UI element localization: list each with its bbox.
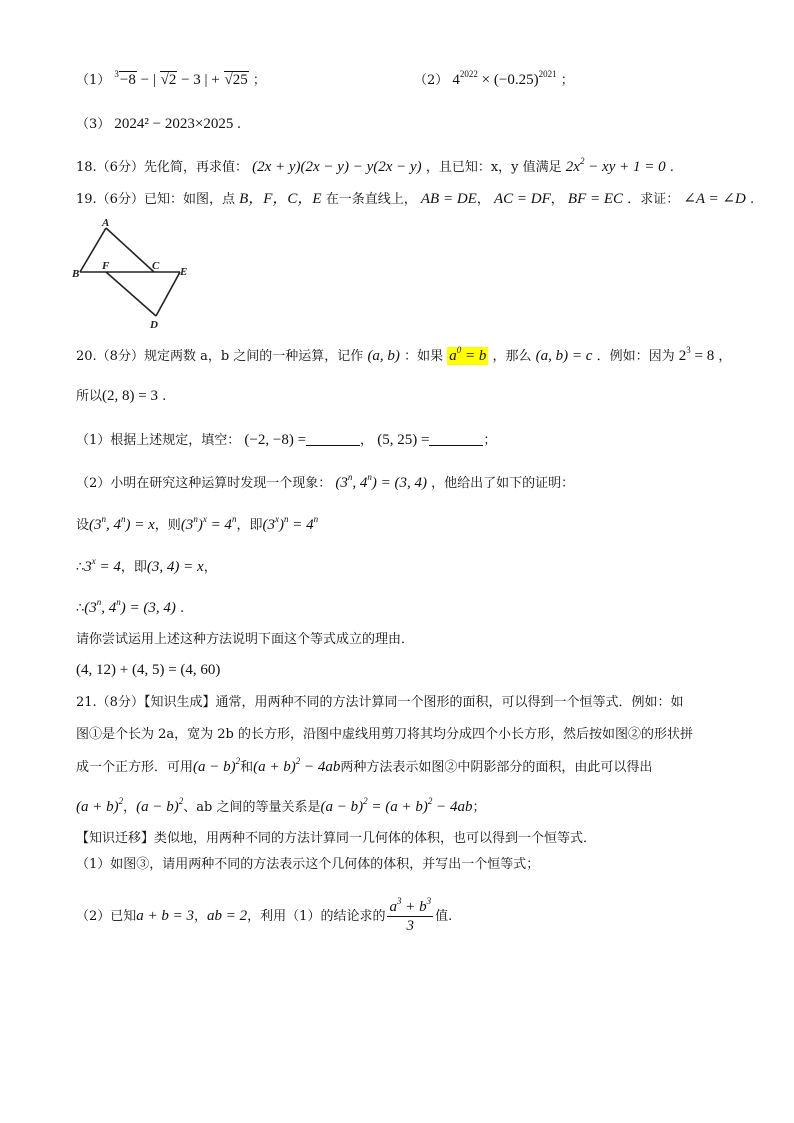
q19-label-F: F	[102, 260, 110, 272]
q19-label-C: C	[152, 260, 160, 272]
q19-label-B: B	[72, 268, 80, 280]
q17-part3	[76, 114, 241, 135]
q18-head: 18.（6分）先化简，再求值：	[76, 160, 248, 175]
q19-figure	[70, 216, 190, 332]
q17-p2-sep: ；	[560, 73, 574, 88]
q21-l4	[76, 797, 485, 818]
q20-text5: ，	[718, 349, 732, 364]
q20-proof2-c: ，	[203, 560, 217, 575]
q21-expr5: $(a - b)^2 = (a + b)^2 - 4ab$	[320, 796, 473, 815]
q19-cond1: AB = DE	[420, 191, 477, 207]
q19-cond3: BF = EC	[567, 191, 624, 207]
q20-identity	[76, 660, 220, 681]
q20-proof3-a: ∴	[76, 601, 85, 616]
q20-blank2[interactable]	[429, 433, 483, 446]
q20-proof1-e2: $(3^n)^x = 4^n$	[180, 514, 237, 533]
q20-highlight: $a^0 = b$	[449, 345, 487, 364]
q20-p2	[76, 473, 574, 494]
q20-notation: (a, b)	[367, 348, 400, 364]
q21-cond1: a + b = 3	[136, 908, 195, 924]
q21-cond2: ab = 2	[207, 908, 248, 924]
q21-l3	[76, 757, 652, 778]
q21-l7a: （2）已知	[76, 909, 137, 924]
q21-l2: 图①是个长为 2a，宽为 2b 的长方形，沿图中虚线用剪刀将其均分成四个小长方形，然后按如图②的形状拼	[76, 727, 694, 742]
q20-p1-text: （1）根据上述规定，填空：	[76, 433, 241, 448]
q20-proof1-e1: (3$^n$, $4^n) = x$	[89, 514, 155, 533]
q19-cond2: AC = DF	[493, 191, 551, 207]
q19: 19.（6分）已知：如图，点 B，F，C，E 在一条直线上， AB = DE， AC = DF， BF = EC ．求证： ∠A = ∠D .	[76, 191, 755, 207]
q20-proof1	[76, 515, 318, 536]
q20-text3: ，那么	[492, 349, 532, 364]
q18-condition: $2x^2$ − xy + 1 = 0	[565, 156, 666, 175]
q21-fraction	[387, 898, 433, 935]
q21-expr4: $(a - b)^2$	[136, 796, 184, 815]
q21-l7	[76, 898, 452, 935]
q20-proof2-e1: $3^x = 4$	[84, 556, 121, 575]
q17-p1-label: （1）	[76, 73, 111, 88]
q17-p1-sep: ；	[252, 73, 266, 88]
q19-points: B，F，C，E	[239, 191, 322, 207]
q20-proof3: ∴(3$^n$, $4^n) = (3$, 4) .	[76, 597, 185, 616]
q20-proof3-e1: (3$^n$, $4^n) = (3$, 4)	[84, 597, 176, 616]
q21-l3c: 两种方法表示如图②中阴影部分的面积，由此可以得出	[340, 760, 653, 775]
q20-p2-text: （2）小明在研究这种运算时发现一个现象：	[76, 476, 332, 491]
q19-label-A: A	[102, 217, 110, 229]
q19-goal: ∠A = ∠D	[683, 191, 746, 207]
q21-l5: 【知识迁移】类似地，用两种不同的方法计算同一几何体的体积，也可以得到一个恒等式．	[76, 831, 597, 846]
q18-expr: (2x + y)(2x − y) − y(2x − y)	[252, 159, 422, 175]
q18	[76, 157, 674, 178]
q20-p1	[76, 430, 496, 451]
q19-text2: 在一条直线上，	[325, 192, 417, 207]
q19-text3: ．求证：	[627, 192, 680, 207]
q21-l7b: ，	[194, 909, 208, 924]
q21-l6: （1）如图③，请用两种不同的方法表示这个几何体的体积，并写出一个恒等式；	[76, 857, 540, 872]
q21-l1: 21.（8分）【知识生成】通常，用两种不同的方法计算同一个图形的面积，可以得到一个恒等式．例如：如	[76, 695, 684, 710]
q20-proof1-a: 设	[76, 518, 90, 533]
q21-l3b: 和	[240, 760, 254, 775]
q18-tail2: .	[669, 160, 674, 175]
q17-p1-expr: $^3$−8 − | √2 − 3 | + √25	[114, 69, 248, 88]
q20-example-result: (2, 8) = 3	[102, 388, 158, 404]
q17-p3-expr: 2024² − 2023×2025 .	[114, 116, 241, 132]
q20-text4: ．例如：因为	[596, 349, 675, 364]
q20-instruction: 请你尝试运用上述这种方法说明下面这个等式成立的理由．	[76, 632, 415, 647]
q21-l4c: ；	[472, 800, 486, 815]
q21-l4a: ，	[123, 800, 137, 815]
q20-text1: 20.（8分）规定两数 a，b 之间的一种运算，记作	[76, 349, 364, 364]
q20-p1-end: ；	[483, 433, 497, 448]
q21-fraction-num: $a^3 + b^3$	[389, 896, 432, 915]
q20-p1-b: (5, 25) =	[377, 432, 430, 448]
q17-part2	[414, 70, 574, 91]
q20-line1	[76, 346, 731, 367]
q19-text1: 19.（6分）已知：如图，点	[76, 192, 235, 207]
q20-proof1-b: ，则	[154, 518, 181, 533]
q20-proof2-b: ，即	[120, 560, 147, 575]
q20-def: (a, b) = c	[535, 348, 593, 364]
q21-expr1: $(a - b)^2$	[193, 756, 241, 775]
q17-p2-expr: $4^{2022} \times (-0.25)^{2021}$	[452, 69, 557, 88]
q21-fraction-den: 3	[406, 918, 415, 934]
q20-p1-mid: ，	[360, 433, 374, 448]
q21-l3a: 成一个正方形．可用	[76, 760, 194, 775]
q20-proof2-a: ∴	[76, 560, 85, 575]
q17-p2-label: （2）	[414, 73, 449, 88]
q21-l7d: 值.	[435, 909, 453, 924]
q17-p3-label: （3）	[76, 117, 111, 132]
q21-l4b: 、ab 之间的等量关系是	[183, 800, 321, 815]
q20-blank1[interactable]	[306, 433, 360, 446]
q20-line2: 所以(2, 8) = 3 .	[76, 388, 167, 404]
q20-p2-expr: (3$^n$, $4^n) = (3$, 4)	[335, 472, 428, 491]
q20-p2-end: ，他给出了如下的证明：	[431, 476, 575, 491]
q17-part1	[76, 70, 266, 91]
q20-p1-a: (−2, −8) =	[244, 432, 307, 448]
q20-identity-expr: (4, 12) + (4, 5) = (4, 60)	[76, 662, 221, 678]
q20-line2-text: 所以	[76, 389, 103, 404]
q21-expr3: $(a + b)^2$	[76, 796, 124, 815]
q20-text2: ：如果	[404, 349, 444, 364]
q19-label-E: E	[180, 266, 188, 278]
q20-proof1-c: ，即	[236, 518, 263, 533]
q20-proof1-e3: $(3^x)^n = 4^n$	[262, 514, 319, 533]
q19-label-D: D	[150, 319, 158, 331]
q18-tail1: ，且已知：x，y 值满足	[425, 160, 562, 175]
q20-example: $2^3 = 8$	[678, 345, 715, 364]
q21-l7c: ，利用（1）的结论求的	[247, 909, 386, 924]
q21-expr2: $(a + b)^2 - 4ab$	[253, 756, 341, 775]
q20-proof2-e2: (3, 4) = x	[146, 559, 204, 575]
q20-proof2	[76, 557, 217, 578]
